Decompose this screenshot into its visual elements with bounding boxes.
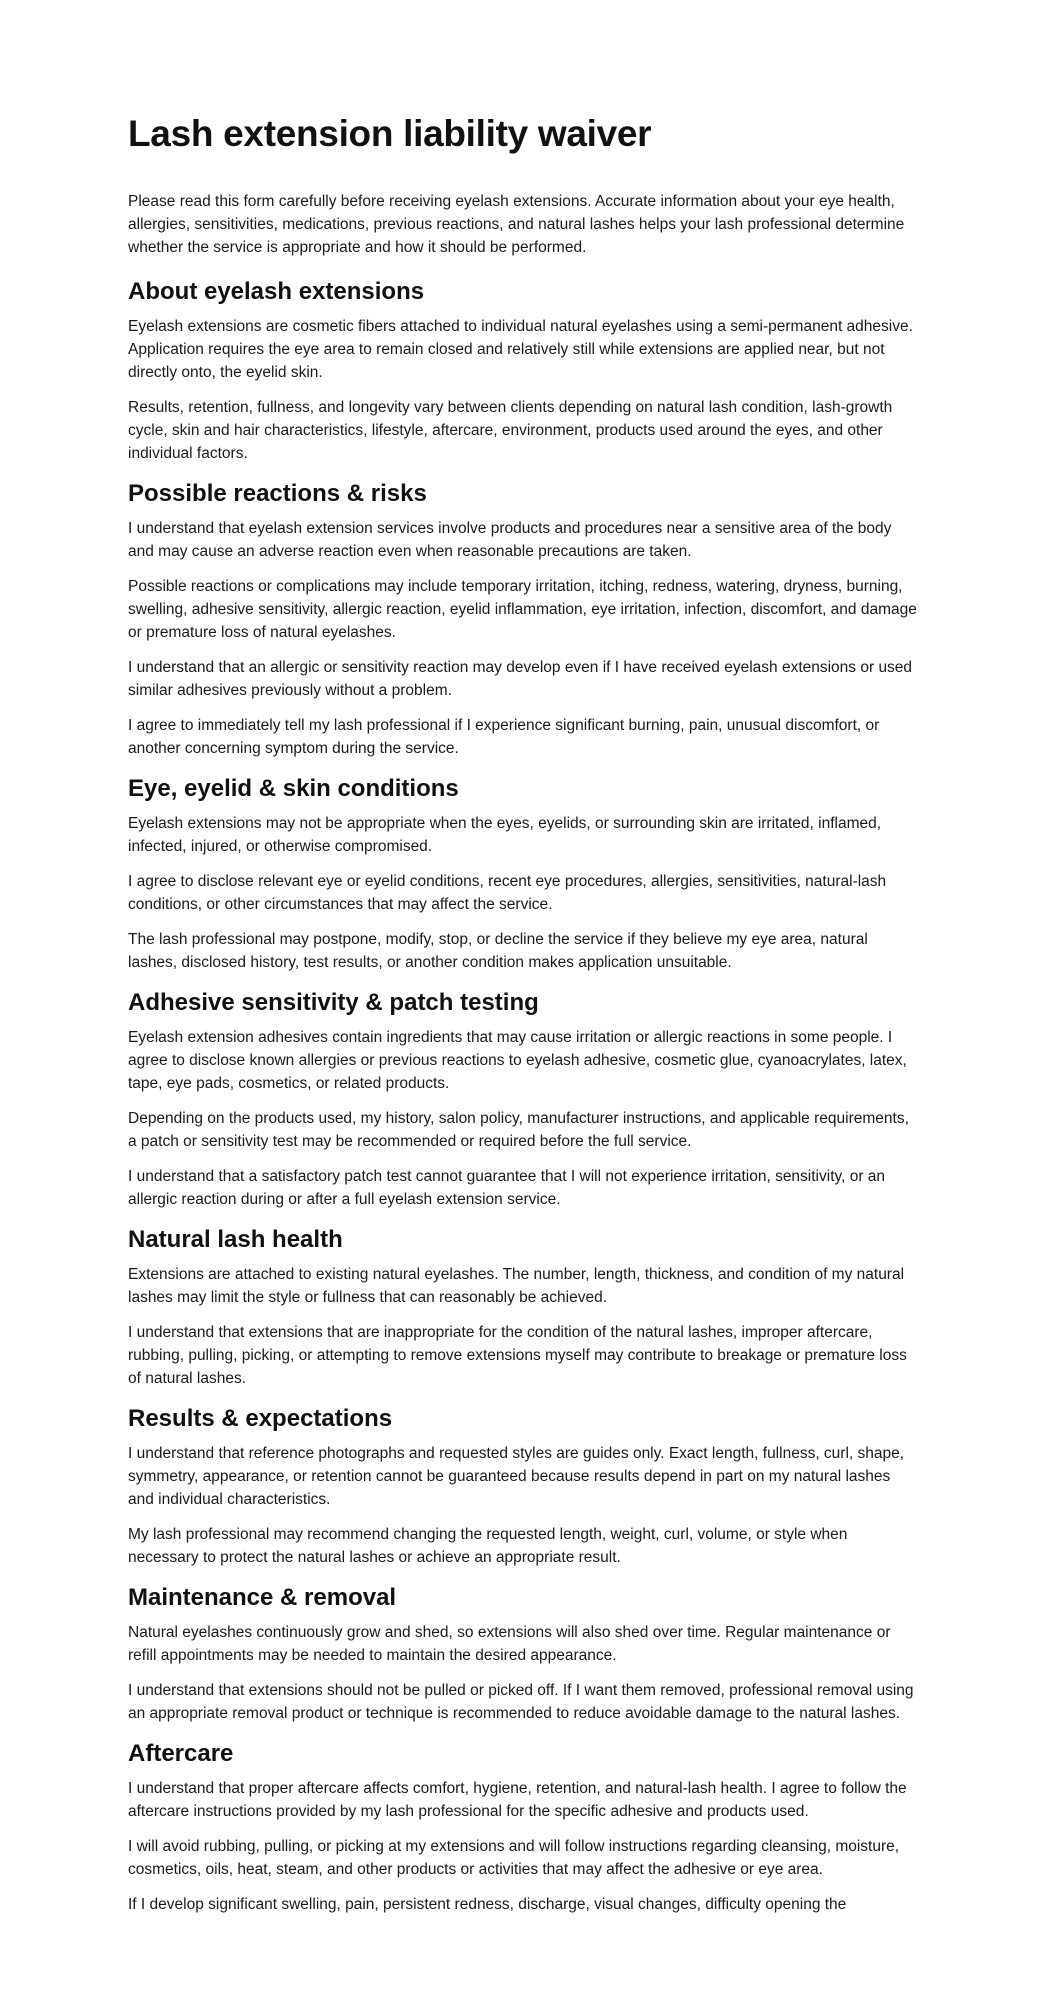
page-title: Lash extension liability waiver bbox=[128, 113, 652, 154]
section-paragraph: Eyelash extensions may not be appropriate when the eyes, eyelids, or surrounding skin are irritated, inflamed, infected, injured, or otherwise compromised. bbox=[128, 815, 882, 855]
intro-paragraph: Please read this form carefully before receiving eyelash extensions. Accurate information about your eye health, allergies, sensitivities, medications, previous reactions, and natural lashes helps your lash professional determine whether the service is appropriate and how it should be performed. bbox=[128, 193, 905, 256]
section-paragraph: Results, retention, fullness, and longevity vary between clients depending on natural lash condition, lash-growth cycle, skin and hair characteristics, lifestyle, aftercare, environment, products used around the eyes, and other individual factors. bbox=[128, 399, 893, 462]
section-paragraph: Possible reactions or complications may include temporary irritation, itching, redness, watering, dryness, burning, swelling, adhesive sensitivity, allergic reaction, eyelid inflammation, eye irritation, infection, discomfort, and damage or premature loss of natural eyelashes. bbox=[128, 578, 917, 641]
section-adhesive-sensitivity-patch-testing bbox=[128, 988, 918, 1211]
waiver-document bbox=[128, 108, 918, 1930]
section-paragraph: I agree to disclose relevant eye or eyelid conditions, recent eye procedures, allergies, sensitivities, natural-lash conditions, or other circumstances that may affect the service. bbox=[128, 873, 887, 913]
section-possible-reactions-risks bbox=[128, 479, 918, 760]
section-heading: Natural lash health bbox=[128, 1226, 343, 1253]
section-paragraph: I understand that eyelash extension services involve products and procedures near a sensitive area of the body and may cause an adverse reaction even when reasonable precautions are taken. bbox=[128, 520, 892, 560]
section-paragraph: Extensions are attached to existing natural eyelashes. The number, length, thickness, and condition of my natural lashes may limit the style or fullness that can reasonably be achieved. bbox=[128, 1266, 905, 1306]
section-heading: Possible reactions & risks bbox=[128, 480, 427, 507]
section-paragraph: I understand that proper aftercare affects comfort, hygiene, retention, and natural-lash health. I agree to follow the aftercare instructions provided by my lash professional for the specific adhesive and products used. bbox=[128, 1780, 907, 1820]
section-paragraph: I understand that extensions that are inappropriate for the condition of the natural lashes, improper aftercare, rubbing, pulling, picking, or attempting to remove extensions myself may contribute to breakage or premature loss of natural lashes. bbox=[128, 1324, 907, 1387]
section-about-eyelash-extensions bbox=[128, 277, 918, 465]
section-paragraph: I understand that a satisfactory patch test cannot guarantee that I will not experience irritation, sensitivity, or an allergic reaction during or after a full eyelash extension service. bbox=[128, 1168, 886, 1208]
section-maintenance-removal bbox=[128, 1583, 918, 1725]
section-eye-eyelid-skin-conditions bbox=[128, 774, 918, 974]
section-heading: Eye, eyelid & skin conditions bbox=[128, 775, 459, 802]
section-heading: Aftercare bbox=[128, 1740, 234, 1767]
section-natural-lash-health bbox=[128, 1225, 918, 1390]
section-paragraph: The lash professional may postpone, modify, stop, or decline the service if they believe my eye area, natural lashes, disclosed history, test results, or another condition makes application unsuitable. bbox=[128, 931, 868, 971]
section-heading: Adhesive sensitivity & patch testing bbox=[128, 989, 539, 1016]
section-paragraph: I agree to immediately tell my lash professional if I experience significant burning, pain, unusual discomfort, or another concerning symptom during the service. bbox=[128, 717, 880, 757]
section-paragraph: I understand that reference photographs and requested styles are guides only. Exact length, fullness, curl, shape, symmetry, appearance, or retention cannot be guaranteed because results depend in part on my natural lashes and individual characteristics. bbox=[128, 1445, 905, 1508]
section-paragraph: Eyelash extensions are cosmetic fibers attached to individual natural eyelashes using a semi-permanent adhesive. Application requires the eye area to remain closed and relatively still while extensions are applied near, but not directly onto, the eyelid skin. bbox=[128, 318, 913, 381]
section-paragraph: Eyelash extension adhesives contain ingredients that may cause irritation or allergic reactions in some people. I agree to disclose known allergies or previous reactions to eyelash adhesive, cosmetic glue, cyanoacrylates, latex, tape, eye pads, cosmetics, or related products. bbox=[128, 1029, 907, 1092]
section-paragraph: Natural eyelashes continuously grow and shed, so extensions will also shed over time. Regular maintenance or refill appointments may be needed to maintain the desired appearance. bbox=[128, 1624, 891, 1664]
section-paragraph: I understand that an allergic or sensitivity reaction may develop even if I have received eyelash extensions or used similar adhesives previously without a problem. bbox=[128, 659, 913, 699]
section-heading: About eyelash extensions bbox=[128, 278, 425, 305]
section-paragraph: I understand that extensions should not be pulled or picked off. If I want them removed, professional removal using an appropriate removal product or technique is recommended to reduce avoidable damage to the natural lashes. bbox=[128, 1682, 914, 1722]
section-paragraph: If I develop significant swelling, pain, persistent redness, discharge, visual changes, difficulty opening the bbox=[128, 1896, 847, 1913]
section-results-expectations bbox=[128, 1404, 918, 1569]
section-aftercare bbox=[128, 1739, 918, 1916]
section-heading: Results & expectations bbox=[128, 1405, 393, 1432]
section-paragraph: I will avoid rubbing, pulling, or picking at my extensions and will follow instructions regarding cleansing, moisture, cosmetics, oils, heat, steam, and other products or activities that may affect the adhesive or eye area. bbox=[128, 1838, 900, 1878]
section-paragraph: Depending on the products used, my history, salon policy, manufacturer instructions, and applicable requirements, a patch or sensitivity test may be recommended or required before the full service. bbox=[128, 1110, 909, 1150]
section-heading: Maintenance & removal bbox=[128, 1584, 397, 1611]
section-paragraph: My lash professional may recommend changing the requested length, weight, curl, volume, or style when necessary to protect the natural lashes or achieve an appropriate result. bbox=[128, 1526, 848, 1566]
